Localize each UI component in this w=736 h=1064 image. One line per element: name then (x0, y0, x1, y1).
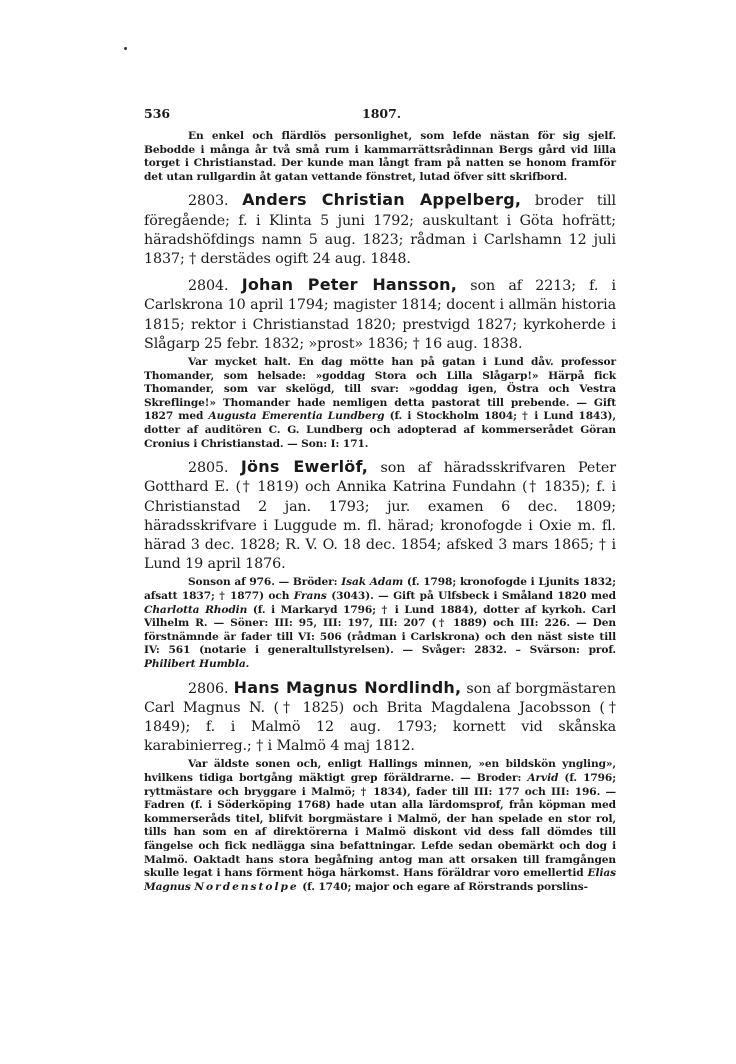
entry-2804-note (144, 356, 616, 451)
entry-2803 (144, 190, 616, 269)
note-text: Var mycket halt. En dag mötte han på gatan i Lund dåv. professor Thomander, som helsade: »goddag Stora och Lilla Slågarp!» Härpå fick Thomander, som var skelögd, till svar: »goddag igen, Östra och Vestra Skreflinge!» Thomander hade nemligen detta pastorat till prebende. — Gift 1827 med (144, 356, 616, 423)
note-italic-name: Arvid (527, 771, 559, 784)
person-name: Johan Peter Hansson, (241, 275, 458, 295)
entry-text: son af häradsskrifvaren Peter Gotthard E. († 1819) och Annika Katrina Fundahn († 1835); f. i Christianstad 2 jan. 1793; jur. examen 6 dec. 1809; häradsskrifvare i Luggude m. fl. härad; kronofogde i Oxie m. fl. härad 3 dec. 1828; R. V. O. 18 dec. 1854; afsked 3 mars 1865; † i Lund 19 april 1876. (144, 460, 616, 573)
note-italic-name: Charlotta Rhodin (144, 603, 248, 616)
person-name: Anders Christian Appelberg, (242, 190, 522, 210)
entry-number: 2805. (188, 460, 229, 477)
note-text: (f. i Stockholm 1804; † i Lund 1843), dotter af auditören C. G. Lundberg och adopterad af kommerserådet Göran Cronius i Christianstad. — Son: I: 171. (144, 410, 617, 450)
margin-dot (124, 47, 127, 50)
note-text: (f. 1740; major och egare af Rörstrands porslins- (298, 880, 588, 893)
entry-2805-note (144, 576, 616, 671)
entry-number: 2803. (188, 193, 229, 210)
person-name: Jöns Ewerlöf, (240, 457, 369, 477)
note-italic-name: Isak Adam (341, 576, 404, 589)
note-text: Sonson af 976. — Bröder: (188, 576, 342, 589)
running-head-year: 1807. (362, 106, 402, 121)
entry-2806-note (144, 758, 616, 894)
entry-text: broder till föregående; f. i Klinta 5 juni 1792; auskultant i Göta hofrätt; häradshöfdings namn 5 aug. 1823; rådman i Carlshamn 12 juli 1837; † derstädes ogift 24 aug. 1848. (144, 193, 616, 267)
intro-note: En enkel och flärdlös personlighet, som lefde nästan för sig sjelf. Bebodde i många år två små rum i kammarrättsrådinnan Bergs gård vid lilla torget i Christianstad. Der kunde man långt fram på natten se honom framför det utan rullgardin åt gatan vettande fönstret, lutad öfver sitt skrifbord. (144, 130, 616, 183)
entry-number: 2804. (188, 278, 229, 295)
entry-text: son af borgmästaren Carl Magnus N. († 1825) och Brita Magdalena Jacobsson († 1849); f. i Malmö 12 aug. 1793; kornett vid skånska karabinierreg.; † i Malmö 4 maj 1812. (144, 680, 616, 755)
note-text: Var äldste sonen och, enligt Hallings minnen, »en bildskön yngling», hvilkens tidiga bortgång mäktigt grep föräldrarne. — Broder: (144, 758, 616, 784)
entry-text: son af 2213; f. i Carlskrona 10 april 1794; magister 1814; docent i allmän historia 1815; rektor i Christianstad 1820; prestvigd 1827; kyrkoherde i Slågarp 25 febr. 1832; »prost» 1836; † 16 aug. 1838. (144, 278, 617, 352)
note-italic-name: Frans (293, 589, 327, 602)
note-text: (f. 1798; kronofogde i Ljunits 1832; afsatt 1837; † 1877) och (144, 576, 616, 602)
page-number: 536 (144, 106, 171, 121)
note-spaced-name: Nordenstolpe (194, 880, 299, 893)
page-header (144, 106, 616, 130)
entry-2805 (144, 457, 616, 574)
note-text: (f. 1796; ryttmästare och bryggare i Malmö; † 1834), fader till III: 177 och III: 196. — Fadren (f. i Söderköping 1768) hade utan alla lärdomsprof, från köpman med kommerseråds titel, blifvit borgmästare i Malmö, der han spelade en stor rol, tills han som en af direktörerna i Malmö diskont vid dess fall dömdes till fängelse och fick nedlägga sina befattningar. Lefde sedan obemärkt och dog i Malmö. Oaktadt hans stora begåfning antog man att orsaken till framgången skulle legat i hans förment höga härkomst. Hans föräldrar voro emellertid (144, 771, 616, 880)
entry-2804 (144, 275, 616, 354)
note-italic-name: Elias Magnus (144, 867, 616, 893)
document-page (144, 106, 616, 894)
person-name: Hans Magnus Nordlindh, (233, 677, 462, 697)
note-text: (f. i Markaryd 1796; † i Lund 1884), dotter af kyrkoh. Carl Vilhelm R. — Söner: III: 95, III: 197, III: 207 († 1889) och III: 226. — Den förstnämnde är fader till VI: 506 (rådman i Carlskrona) och den näst siste till IV: 561 (notarie i generaltullstyrelsen). — Svåger: 2832. – Svärson: prof. (144, 603, 616, 657)
entry-2806 (144, 678, 616, 757)
entry-number: 2806. (188, 680, 229, 697)
note-text: (3043). — Gift på Ulfsbeck i Småland 1820 med (326, 589, 616, 602)
note-italic-name: Augusta Emerentia Lundberg (208, 410, 385, 423)
note-italic-name: Philibert Humbla. (144, 657, 250, 670)
